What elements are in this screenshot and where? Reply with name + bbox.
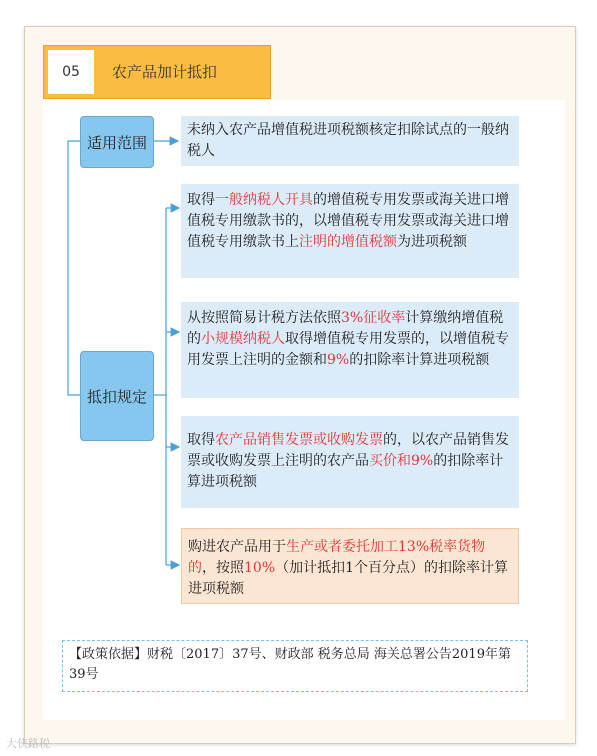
rule-text: 取得 bbox=[187, 432, 215, 448]
watermark: 大侠路税 bbox=[6, 737, 50, 750]
highlight-text: 小规模纳税人 bbox=[201, 331, 285, 347]
rule-text: 的扣除率计算进项税额 bbox=[187, 453, 504, 490]
rule-text: 购进农产品用于 bbox=[188, 539, 286, 555]
rule-text: 的，以农产品销售发票或收购发票上注明的农产品 bbox=[187, 432, 509, 469]
rule-text: ，按照 bbox=[202, 560, 244, 576]
rule-text: 的增值税专用发票或海关进口增值税专用缴款书的，以增值税专用发票或海关进口增值税专用缴款书上 bbox=[187, 192, 509, 250]
rule-text: 取得 bbox=[187, 192, 215, 208]
rule-box-1 bbox=[181, 184, 519, 278]
section-title: 农产品加计抵扣 bbox=[112, 63, 218, 81]
rule-text: 的扣除率计算进项税额 bbox=[349, 352, 490, 368]
highlight-text: 10% bbox=[244, 560, 276, 576]
scope-label: 适用范围 bbox=[80, 116, 154, 168]
highlight-text: 3%征收率 bbox=[341, 310, 406, 326]
section-number: 05 bbox=[48, 50, 94, 94]
rule-text: 计算缴纳增值税的 bbox=[187, 310, 504, 347]
rule-text: 从按照简易计税方法依照 bbox=[187, 310, 341, 326]
highlight-text: 9% bbox=[327, 352, 350, 368]
rule-box-4 bbox=[181, 528, 519, 604]
policy-basis: 【政策依据】财税〔2017〕37号、财政部 税务总局 海关总署公告2019年第39号 bbox=[62, 640, 528, 692]
rule-text: 取得增值税专用发票的，以增值税专用发票上注明的金额和 bbox=[187, 331, 509, 368]
scope-box: 未纳入农产品增值税进项税额核定扣除试点的一般纳税人 bbox=[181, 116, 519, 166]
rule-box-3 bbox=[181, 416, 519, 508]
highlight-text: 农产品销售发票或收购发票 bbox=[215, 432, 383, 448]
highlight-text: 一般纳税人开具 bbox=[215, 192, 313, 208]
rules-label: 抵扣规定 bbox=[80, 351, 154, 441]
rule-text: 为进项税额 bbox=[397, 234, 467, 250]
highlight-text: 生产或者委托加工13%税率货物的 bbox=[188, 539, 486, 576]
rule-text: （加计抵扣1个百分点）的扣除率计算进项税额 bbox=[188, 560, 509, 597]
rule-box-2 bbox=[181, 302, 519, 398]
highlight-text: 注明的增值税额 bbox=[299, 234, 397, 250]
highlight-text: 买价和9% bbox=[369, 453, 434, 469]
